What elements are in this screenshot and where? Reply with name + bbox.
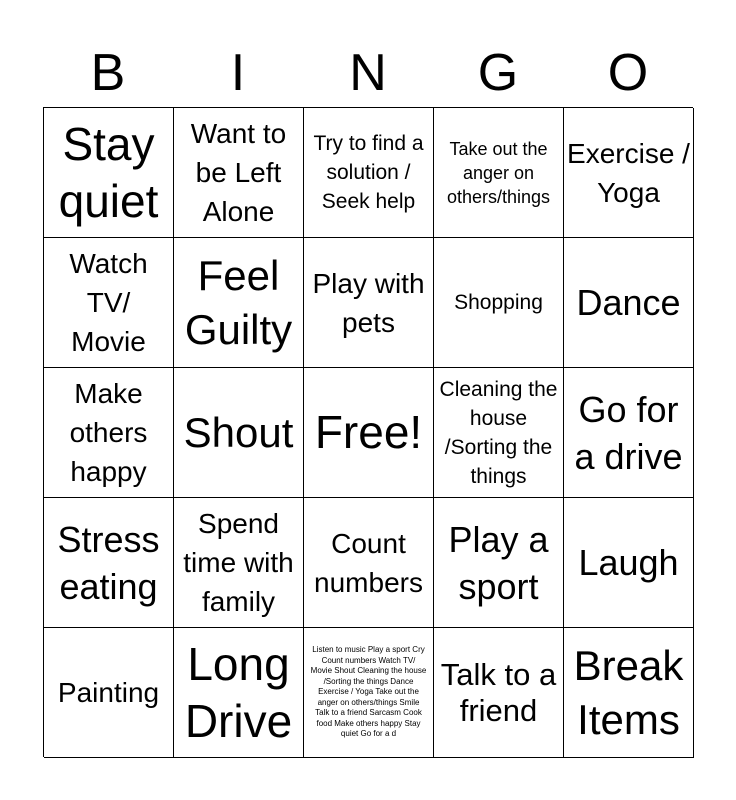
bingo-card [43,107,693,757]
bingo-cell[interactable]: Long Drive [174,628,304,758]
bingo-cell[interactable]: Watch TV/ Movie [44,238,174,368]
bingo-cell[interactable]: Try to find a solution / Seek help [304,108,434,238]
bingo-cell[interactable]: Exercise / Yoga [564,108,694,238]
free-space-cell[interactable]: Free! [304,368,434,498]
bingo-cell[interactable]: Go for a drive [564,368,694,498]
bingo-cell[interactable]: Play a sport [434,498,564,628]
header-letter-b: B [90,44,126,102]
bingo-cell[interactable]: Make others happy [44,368,174,498]
bingo-header [43,40,693,106]
bingo-cell[interactable]: Stay quiet [44,108,174,238]
header-letter-n: N [349,44,387,102]
bingo-cell[interactable]: Shout [174,368,304,498]
header-letter-o: O [607,44,649,102]
bingo-cell-overflow-text[interactable]: Listen to music Play a sport Cry Count numbers Watch TV/ Movie Shout Cleaning the house /Sorting the things Dance Exercise / Yoga Take out the anger on others/things Smile Talk to a friend Sarcasm Cook food Make others happy Stay quiet Go for a d [304,628,434,758]
bingo-cell[interactable]: Cleaning the house /Sorting the things [434,368,564,498]
bingo-cell[interactable]: Take out the anger on others/things [434,108,564,238]
bingo-cell[interactable]: Break Items [564,628,694,758]
bingo-cell[interactable]: Talk to a friend [434,628,564,758]
bingo-cell[interactable]: Count numbers [304,498,434,628]
bingo-cell[interactable]: Spend time with family [174,498,304,628]
header-letter-i: I [230,44,246,102]
bingo-cell[interactable]: Painting [44,628,174,758]
bingo-cell[interactable]: Feel Guilty [174,238,304,368]
bingo-cell[interactable]: Want to be Left Alone [174,108,304,238]
bingo-cell[interactable]: Dance [564,238,694,368]
bingo-cell[interactable]: Play with pets [304,238,434,368]
bingo-cell[interactable]: Stress eating [44,498,174,628]
header-letter-g: G [477,44,519,102]
bingo-cell[interactable]: Laugh [564,498,694,628]
bingo-cell[interactable]: Shopping [434,238,564,368]
